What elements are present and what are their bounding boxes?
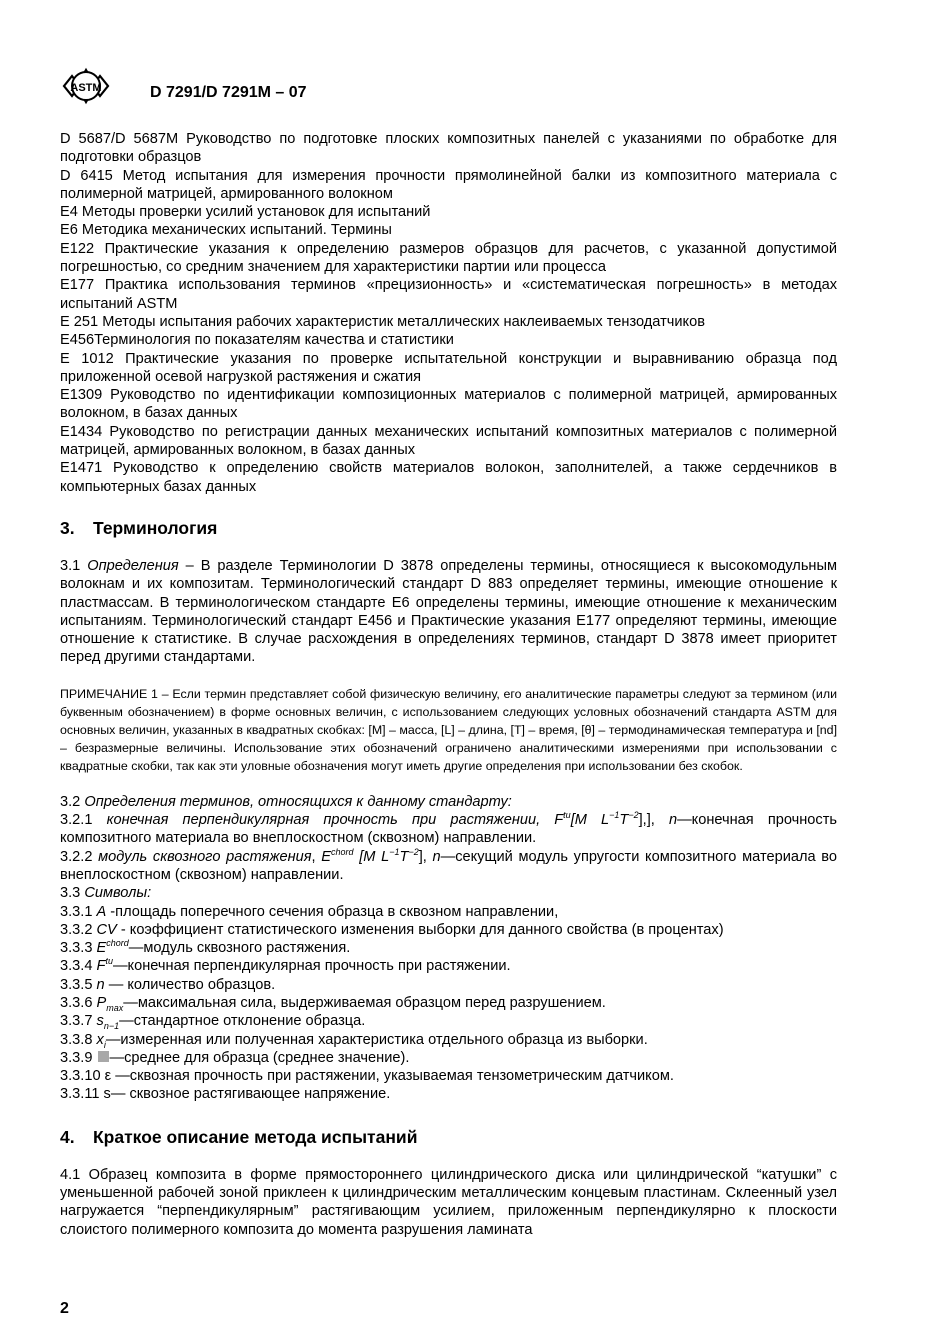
paragraph-3-3: 3.3 Символы:	[60, 885, 152, 902]
paragraph-3-2: 3.2 Определения терминов, относящихся к данному стандарту:	[60, 793, 512, 810]
reference-item: E 1012 Практические указания по проверке испытательной конструкции и выравниванию образца под приложенной осевой нагрузкой растяжения и сжатия	[60, 350, 837, 385]
reference-item: E122 Практические указания к определению размеров образцов для расчетов, с указанной допустимой погрешностью, со средним значением для характеристики партии или процесса	[60, 240, 837, 276]
symbol-3-3-9: 3.3.9 —среднее для образца (среднее значение).	[60, 1049, 410, 1066]
symbol-3-3-6: 3.3.6 $P_{max}—максимальная$ сила, выдерживаемая образцом перед разрушением.	[60, 994, 606, 1013]
section-4-heading	[60, 1126, 837, 1148]
reference-item: E6 Методика механических испытаний. Термины	[60, 222, 392, 239]
symbol-3-3-1: 3.3.1 A -площадь поперечного сечения образца в сквозном направлении,	[60, 903, 559, 920]
symbol-3-3-7: 3.3.7 $s_{n-1}—стандартное$ отклонение образца.	[60, 1013, 366, 1032]
symbol-3-3-5: 3.3.5 n — количество образцов.	[60, 976, 276, 993]
paragraph-3-2-1: 3.2.1 конечная перпендикулярная прочность при растяжении, $F^{tu}[M$ $L^{-1}T^{-2}$],], n—конечная прочность композитного материала во внеплоскостном (сквозном) направлении.	[60, 810, 837, 847]
page-header	[60, 62, 890, 112]
section-3-heading	[60, 517, 837, 539]
section-title: Терминология	[93, 517, 218, 538]
document-code: D 7291/D 7291M – 07	[150, 84, 307, 101]
section-number: 3.	[60, 517, 75, 538]
page-number: 2	[60, 1300, 69, 1317]
reference-item: E1434 Руководство по регистрации данных механических испытаний композитных материалов с полимерной матрицей, армированных волокном, в базах данных	[60, 423, 837, 459]
reference-item: D 6415 Метод испытания для измерения прочности прямолинейной балки из композитного материала с полимерной матрицей, армированного волокном	[60, 167, 837, 202]
astm-logo	[60, 62, 122, 110]
reference-item: E1471 Руководство к определению свойств материалов волокон, заполнителей, а также сердечников в компьютерных базах данных	[60, 460, 837, 495]
reference-item: E4 Методы проверки усилий установок для испытаний	[60, 204, 431, 221]
reference-list	[60, 130, 837, 496]
symbol-3-3-4: 3.3.4 $F^{tu}—конечная$ перпендикулярная прочность при растяжении.	[60, 956, 511, 975]
paragraph-3-2-2: 3.2.2 модуль сквозного растяжения, $E^{chord}$ [M $L^{-1}T^{-2}$], n—секущий модуль упругости композитного материала во внеплоскостном (сквозном) направлении.	[60, 846, 837, 883]
paragraph-4-1: 4.1 Образец композита в форме прямостороннего цилиндрического диска или цилиндрической “катушки” с уменьшенной рабочей зоной приклеен к цилиндрическим металлическим концевым пластинам. Склеенный узел нагружается “перпендикулярным” растягивающим усилием, приложенным перпендикулярно к плоскости слоистого полимерного композита до момента разрушения ламината	[60, 1166, 837, 1238]
reference-item: D 5687/D 5687M Руководство по подготовке плоских композитных панелей с указаниями по обработке для подготовки образцов	[60, 131, 837, 166]
paragraph-3-1: 3.1 Определения – В разделе Терминологии D 3878 определены термины, относящиеся к высокомодульным волокнам и их композитам. Терминологический стандарт D 883 определяет термины, имеющие отношение к пластмассам. В терминологическом стандарте E6 определены термины, имеющие отношение к механическим испытаниям. Терминологический стандарт E456 и Практические указания E177 определяют термины, имеющие отношение к статистике. В случае расхождения в определениях терминов, стандарт D 3878 имеет приоритет перед другими стандартами.	[60, 557, 838, 666]
symbol-3-3-2: 3.3.2 CV - коэффициент статистического изменения выборки для данного свойства (в процентах)	[60, 921, 724, 938]
x-bar-symbol-icon	[98, 1051, 109, 1062]
reference-item: E1309 Руководство по идентификации композиционных материалов с полимерной матрицей, армированных волокном, в базах данных	[60, 387, 837, 422]
symbol-3-3-11: 3.3.11 s— сквозное растягивающее напряжение.	[60, 1086, 391, 1103]
page-content	[60, 130, 837, 1239]
symbol-3-3-10: 3.3.10 ε —сквозная прочность при растяжении, указываемая тензометрическим датчиком.	[60, 1068, 674, 1085]
reference-item: E177 Практика использования терминов «прецизионность» и «систематическая погрешность» в методах испытаний ASTM	[60, 277, 837, 312]
section-number: 4.	[60, 1126, 75, 1147]
section-title: Краткое описание метода испытаний	[93, 1126, 418, 1147]
reference-item: E456Терминология по показателям качества и статистики	[60, 332, 454, 349]
symbol-3-3-8: 3.3.8 $x_i—измеренная$ или полученная характеристика отдельного образца из выборки.	[60, 1031, 648, 1050]
symbol-3-3-3: 3.3.3 $E^{chord}—модуль$ сквозного растяжения.	[60, 938, 351, 957]
logo-text: ASTM	[70, 82, 102, 94]
reference-item: E 251 Методы испытания рабочих характеристик металлических наклеиваемых тензодатчиков	[60, 313, 705, 330]
note-1: ПРИМЕЧАНИЕ 1 – Если термин представляет собой физическую величину, его аналитические параметры следуют за термином (или буквенным обозначением) в форме основных величин, с использованием следующих условных обозначений стандарта ASTM для основных величин, указанных в квадратных скобках: [M] – масса, [L] – длина, [T] – время, [θ] – термодинамическая температура и [nd] – безразмерные величины. Использование этих обозначений ограничено аналитическими измерениями при использовании с квадратные скобки, так как эти уловные обозначения могут иметь другие определения при использовании без скобок.	[60, 686, 838, 773]
